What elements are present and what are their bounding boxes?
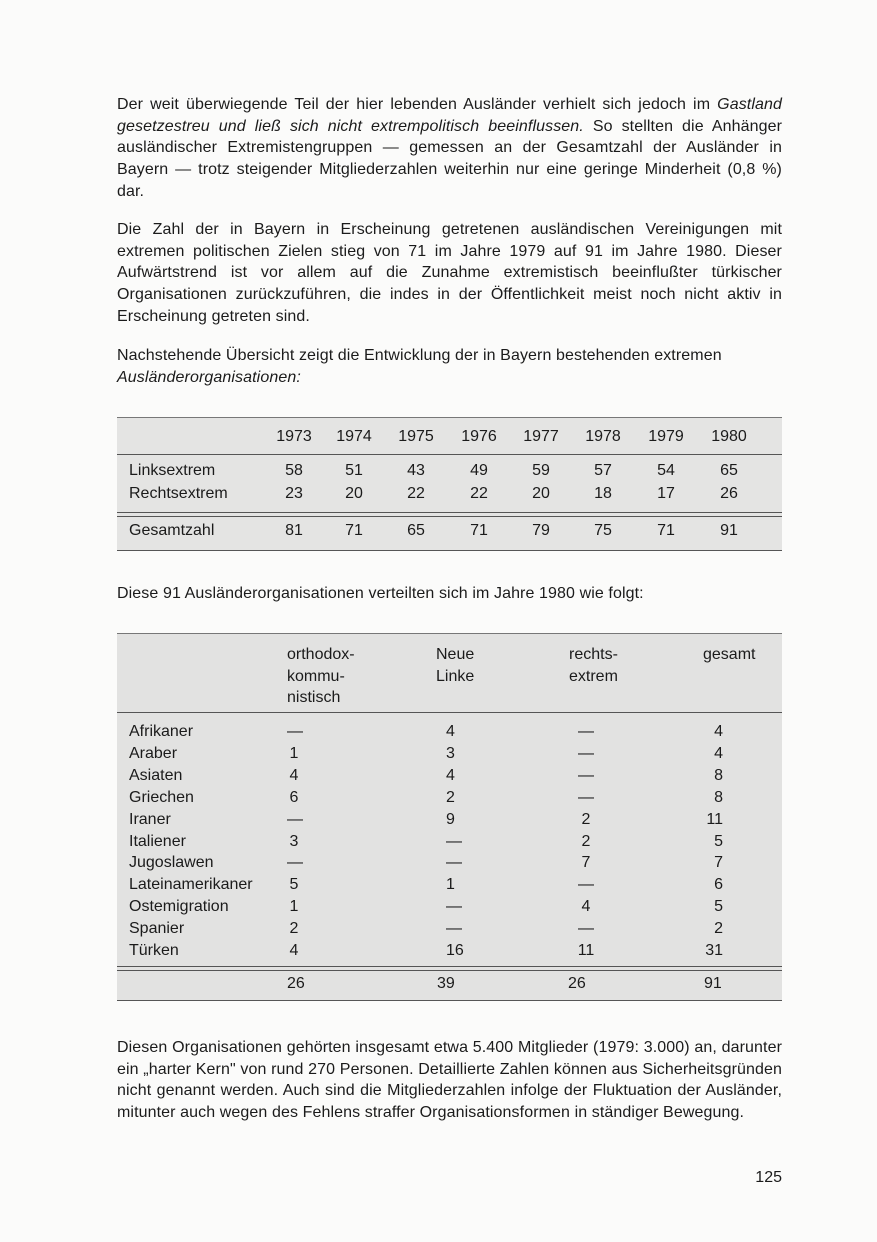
- year-header: 1975: [398, 428, 434, 445]
- header-line: Linke: [436, 667, 475, 685]
- header-rechtsextrem: [569, 644, 618, 687]
- table-cell: 6: [289, 788, 299, 806]
- total-cell: 79: [532, 522, 550, 539]
- table-cell: 4: [714, 744, 723, 762]
- year-header: 1978: [585, 428, 621, 445]
- paragraph-distribution-intro: Diese 91 Ausländerorganisationen verteilten sich im Jahre 1980 wie folgt:: [117, 585, 644, 602]
- table-cell: 4: [446, 766, 455, 784]
- table-cell: 59: [532, 462, 550, 479]
- table-cell: 58: [285, 462, 303, 479]
- table-row: [117, 743, 782, 765]
- row-label: Türken: [129, 942, 179, 959]
- table-cell: 5: [714, 898, 723, 916]
- table-group-distribution: [117, 633, 782, 1001]
- table-cell: 26: [720, 485, 738, 502]
- row-label: Araber: [129, 744, 178, 762]
- table-divider: [117, 512, 782, 513]
- table-cell: 23: [285, 485, 303, 502]
- paragraph-members: Diesen Organisationen gehörten insgesamt etwa 5.400 Mitglieder (1979: 3.000) an, darunter ein „harter Kern" von rund 270 Personen. Detaillierte Zahlen können aus Sicherheitsgründen nicht genannt werden. Auch sind die Mitgliederzahlen infolge der Fluktuation der Ausländer, mitunter auch wegen des Fehlens straffer Organisationsformen in ständiger Bewegung.: [117, 1039, 782, 1122]
- table-cell: 4: [289, 942, 299, 959]
- table-divider: [117, 516, 782, 517]
- table-row: [117, 831, 782, 853]
- table-cell: —: [287, 810, 303, 828]
- table-cell: 2: [581, 832, 591, 850]
- total-label: Gesamtzahl: [129, 522, 215, 539]
- total-cell: 81: [285, 522, 303, 539]
- header-line: gesamt: [703, 646, 756, 663]
- paragraph-text: Der weit überwiegende Teil der hier lebenden Ausländer verhielt sich jedoch im: [117, 96, 718, 113]
- table-cell: 18: [594, 485, 612, 502]
- paragraph-italic-text: Ausländerorganisationen:: [117, 368, 301, 386]
- table-row: [117, 787, 782, 809]
- table-divider: [117, 970, 782, 971]
- table-cell: 4: [581, 898, 591, 916]
- table-cell: 54: [657, 462, 675, 479]
- table-cell: 4: [289, 766, 299, 784]
- total-cell: 71: [470, 522, 488, 539]
- table-cell: 17: [657, 485, 675, 502]
- paragraph-italic-text: Gastland gesetzestreu und ließ sich nicht extrempolitisch beeinflussen.: [117, 96, 782, 135]
- table-cell: 6: [714, 876, 723, 894]
- table-cell: 2: [289, 920, 299, 938]
- header-line: extrem: [569, 667, 618, 685]
- table-cell: 8: [714, 766, 723, 784]
- paragraph-text: So stellten die Anhänger ausländischer Extremistengruppen — gemessen an der Gesamtzahl der Ausländer in Bayern — trotz steigender Mitgliederzahlen weiterhin nur eine geringe Minderheit (0,8 %) dar.: [117, 117, 783, 200]
- table-cell: 3: [289, 832, 299, 850]
- table-yearly-development: [117, 417, 782, 551]
- row-label: Spanier: [129, 920, 185, 938]
- table-cell: —: [446, 854, 462, 872]
- table-cell: 22: [470, 485, 488, 502]
- paragraph-overview-intro: [117, 345, 782, 388]
- year-header: 1976: [461, 428, 497, 445]
- header-line: Neue: [436, 646, 475, 663]
- total-cell: 65: [407, 522, 425, 539]
- table-row: [117, 809, 782, 831]
- table-cell: —: [578, 744, 594, 762]
- header-neue-linke: [436, 644, 474, 687]
- row-label: Afrikaner: [129, 723, 194, 740]
- table-cell: 16: [446, 942, 464, 959]
- table-cell: 31: [705, 942, 723, 959]
- header-line: orthodox-: [287, 646, 355, 663]
- row-label: Iraner: [129, 810, 171, 828]
- table-row: [117, 721, 782, 743]
- table-row: [117, 896, 782, 918]
- table-cell: 3: [446, 744, 455, 762]
- header-orthodox-kommunistisch: [287, 644, 355, 709]
- row-label: Lateinamerikaner: [129, 876, 253, 894]
- row-label: Griechen: [129, 788, 194, 806]
- paragraph-text: Nachstehende Übersicht zeigt die Entwicklung der in Bayern bestehenden extremen: [117, 347, 722, 364]
- table-cell: 1: [289, 744, 299, 762]
- year-header: 1973: [276, 428, 312, 445]
- table-cell: —: [578, 920, 594, 938]
- total-gesamt: 91: [704, 975, 722, 992]
- table-divider: [117, 966, 782, 967]
- table-cell: —: [446, 832, 462, 850]
- table-cell: —: [287, 854, 303, 872]
- total-neue-linke: 39: [437, 975, 455, 992]
- table-cell: 4: [714, 723, 723, 740]
- table-row: [117, 765, 782, 787]
- table-row: [117, 918, 782, 940]
- total-cell: 75: [594, 522, 612, 539]
- table-cell: 51: [345, 462, 363, 479]
- row-label: Italiener: [129, 832, 186, 850]
- header-gesamt: [703, 644, 755, 666]
- header-line: rechts-: [569, 646, 618, 663]
- page-number: 125: [755, 1169, 782, 1186]
- table-cell: 20: [345, 485, 363, 502]
- year-header: 1979: [648, 428, 684, 445]
- total-cell: 71: [345, 522, 363, 539]
- total-cell: 91: [720, 522, 738, 539]
- table-cell: 2: [581, 810, 591, 828]
- table-divider: [117, 454, 782, 455]
- table-cell: 1: [446, 876, 455, 894]
- table-cell: —: [578, 723, 594, 740]
- table-row: [117, 940, 782, 962]
- year-header: 1980: [711, 428, 747, 445]
- table-cell: 20: [532, 485, 550, 502]
- total-cell: 71: [657, 522, 675, 539]
- table-row: [117, 852, 782, 874]
- table-cell: —: [446, 898, 462, 916]
- table-cell: —: [578, 788, 594, 806]
- table-cell: 7: [581, 854, 591, 872]
- table-cell: 9: [446, 810, 455, 828]
- total-orthodox-kommunistisch: 26: [287, 975, 305, 992]
- year-header: 1974: [336, 428, 372, 445]
- paragraph-organizations: Die Zahl der in Bayern in Erscheinung getretenen ausländischen Vereinigungen mit extremen politischen Zielen stieg von 71 im Jahre 1979 auf 91 im Jahre 1980. Dieser Aufwärtstrend ist vor allem auf die Zunahme extremistisch beeinflußter türkischer Organisationen zurückzuführen, die indes in der Öffentlichkeit meist noch nicht aktiv in Erscheinung getreten sind.: [117, 221, 782, 325]
- table-cell: —: [446, 920, 462, 938]
- table-cell: 8: [714, 788, 723, 806]
- table-cell: 11: [577, 942, 595, 959]
- table-cell: 49: [470, 462, 488, 479]
- table-row: [117, 874, 782, 896]
- header-line: nistisch: [287, 689, 341, 706]
- table-cell: 43: [407, 462, 425, 479]
- paragraph-intro: [117, 94, 782, 203]
- table-cell: 57: [594, 462, 612, 479]
- table-cell: 4: [446, 723, 455, 740]
- table-cell: —: [287, 723, 303, 740]
- header-line: kommu-: [287, 667, 345, 685]
- table-cell: 2: [446, 788, 455, 806]
- table-cell: 5: [714, 832, 723, 850]
- row-label: Jugoslawen: [129, 854, 214, 872]
- table-cell: 11: [706, 810, 723, 828]
- year-header: 1977: [523, 428, 559, 445]
- table-cell: 1: [289, 898, 299, 916]
- table-cell: 65: [720, 462, 738, 479]
- row-label: Rechtsextrem: [129, 485, 228, 502]
- table-cell: 7: [714, 854, 723, 872]
- row-label: Asiaten: [129, 766, 183, 784]
- row-label: Linksextrem: [129, 462, 216, 479]
- table-cell: —: [578, 876, 594, 894]
- total-rechtsextrem: 26: [568, 975, 586, 992]
- table-cell: 5: [289, 876, 299, 894]
- row-label: Ostemigration: [129, 898, 229, 916]
- table-cell: 22: [407, 485, 425, 502]
- table-divider: [117, 712, 782, 713]
- table-cell: —: [578, 766, 594, 784]
- table-cell: 2: [714, 920, 723, 938]
